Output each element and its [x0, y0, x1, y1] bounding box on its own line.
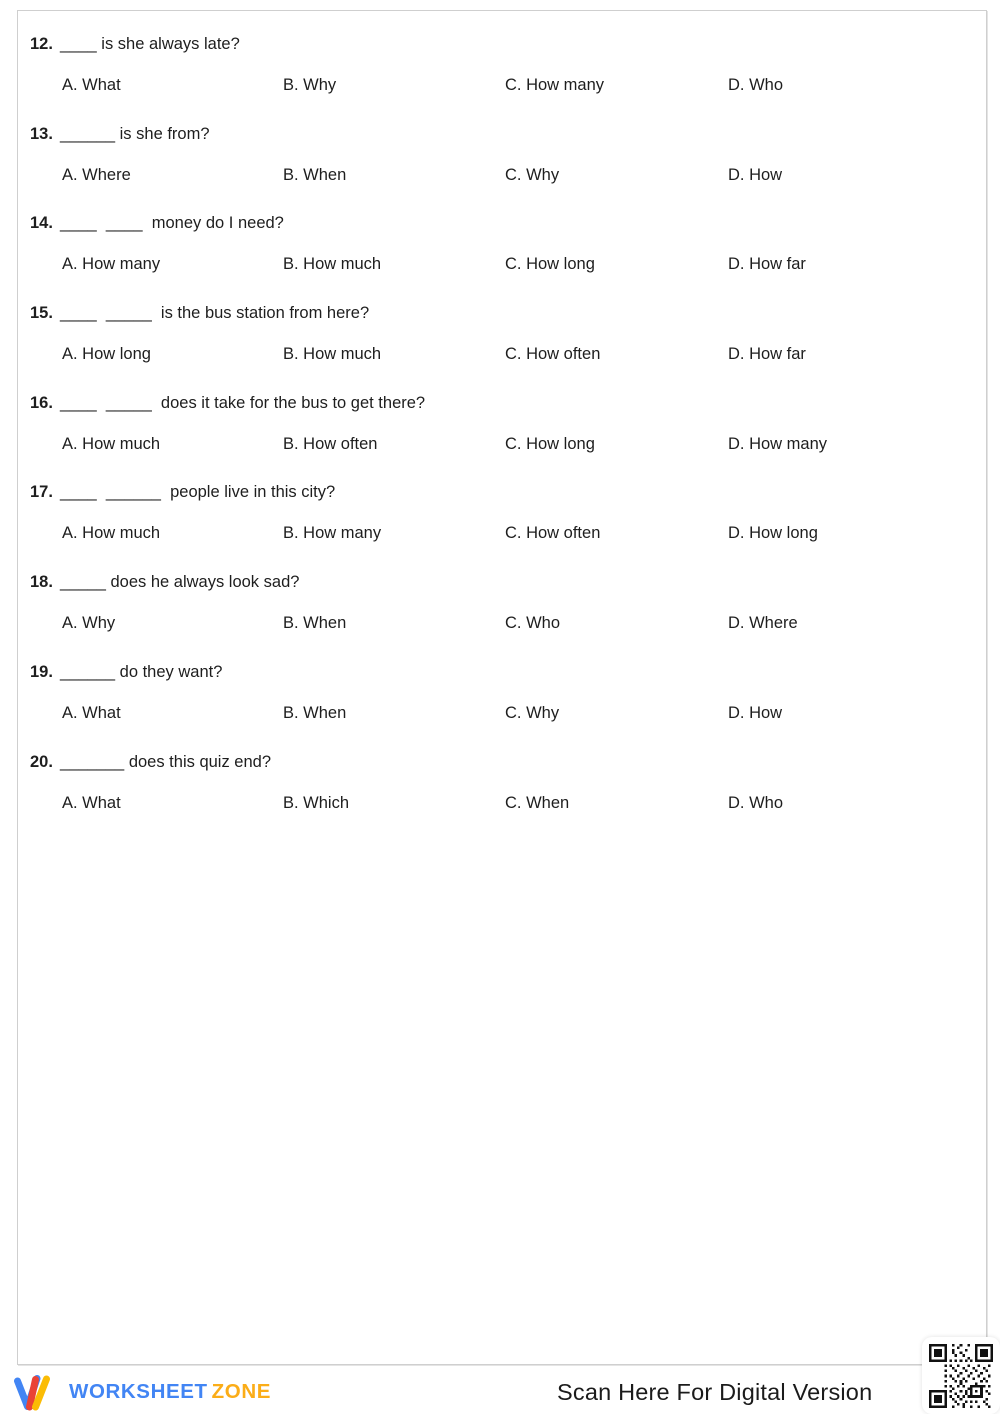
option-d: D. How far: [728, 255, 806, 274]
option-a: A. Where: [62, 165, 131, 184]
question-text: _____ does he always look sad?: [60, 573, 300, 592]
question-line: [30, 123, 966, 145]
question-line: [30, 571, 966, 593]
option-b: B. When: [283, 703, 347, 722]
options-row: [62, 792, 966, 814]
option-c: C. Why: [505, 165, 560, 184]
question-text: ____ ______ people live in this city?: [60, 483, 336, 502]
options-row: [62, 433, 966, 455]
brand-worksheet: WORKSHEET: [69, 1380, 208, 1403]
question-number: 18.: [30, 573, 53, 592]
option-d: D. Who: [728, 793, 784, 812]
option-b: B. When: [283, 165, 347, 184]
option-c: C. Why: [505, 703, 560, 722]
question-line: [30, 392, 966, 414]
question-line: [30, 212, 966, 234]
question-block: [30, 481, 966, 571]
qr-code-card: [922, 1337, 1000, 1414]
question-number: 17.: [30, 483, 53, 502]
question-block: [30, 661, 966, 751]
question-line: [30, 302, 966, 324]
option-c: C. How long: [505, 434, 595, 453]
option-a: A. What: [62, 76, 121, 94]
question-text: ____ _____ is the bus station from here?: [60, 304, 370, 323]
option-a: A. Why: [62, 614, 116, 633]
question-block: [30, 212, 966, 302]
option-c: C. How often: [505, 524, 601, 543]
options-row: [62, 74, 966, 96]
question-number: 15.: [30, 304, 53, 323]
question-number: 19.: [30, 662, 53, 681]
question-line: [30, 661, 966, 683]
scan-here-label: Scan Here For Digital Version: [557, 1379, 873, 1405]
option-a: A. How much: [62, 434, 161, 453]
question-line: [30, 751, 966, 773]
option-a: A. What: [62, 703, 121, 722]
brand-zone: ZONE: [211, 1380, 272, 1403]
option-a: A. How much: [62, 524, 161, 543]
option-d: D. How long: [728, 524, 818, 543]
question-number: 13.: [30, 124, 53, 143]
options-row: [62, 612, 966, 634]
option-b: B. How often: [283, 434, 378, 453]
option-d: D. How: [728, 165, 783, 184]
question-number: 20.: [30, 752, 53, 771]
question-text: ______ do they want?: [60, 662, 223, 681]
worksheet-zone-logo: [13, 1371, 271, 1413]
option-d: D. How: [728, 703, 783, 722]
question-text: ____ is she always late?: [60, 35, 240, 53]
option-c: C. How long: [505, 255, 595, 274]
question-text: ____ ____ money do I need?: [60, 214, 284, 233]
option-d: D. How far: [728, 345, 806, 364]
question-block: [30, 392, 966, 482]
question-list: [30, 33, 966, 840]
options-row: [62, 522, 966, 544]
option-b: B. When: [283, 614, 347, 633]
worksheet-zone-w-icon: [13, 1371, 59, 1413]
question-block: [30, 571, 966, 661]
options-row: [62, 253, 966, 275]
question-text: _______ does this quiz end?: [60, 752, 272, 771]
option-b: B. How much: [283, 255, 382, 274]
question-line: [30, 481, 966, 503]
option-b: B. How many: [283, 524, 382, 543]
question-number: 16.: [30, 393, 53, 412]
question-number: 14.: [30, 214, 53, 233]
question-line: [30, 33, 966, 55]
qr-code-icon: [929, 1344, 993, 1408]
option-b: B. How much: [283, 345, 382, 364]
option-a: A. How many: [62, 255, 161, 274]
options-row: [62, 164, 966, 186]
option-d: D. How many: [728, 434, 828, 453]
options-row: [62, 702, 966, 724]
worksheet-page-border: [17, 10, 987, 1365]
question-block: [30, 123, 966, 213]
option-c: C. How often: [505, 345, 601, 364]
option-a: A. What: [62, 793, 121, 812]
question-block: [30, 751, 966, 841]
question-block: [30, 33, 966, 123]
options-row: [62, 343, 966, 365]
option-d: D. Who: [728, 76, 784, 94]
brand-text: [69, 1380, 271, 1404]
question-text: ____ _____ does it take for the bus to get there?: [60, 393, 426, 412]
option-d: D. Where: [728, 614, 798, 633]
option-b: B. Which: [283, 793, 350, 812]
question-number: 12.: [30, 35, 53, 53]
question-block: [30, 302, 966, 392]
option-c: C. When: [505, 793, 570, 812]
question-text: ______ is she from?: [60, 124, 210, 143]
option-c: C. Who: [505, 614, 561, 633]
option-b: B. Why: [283, 76, 337, 94]
option-c: C. How many: [505, 76, 605, 94]
option-a: A. How long: [62, 345, 151, 364]
